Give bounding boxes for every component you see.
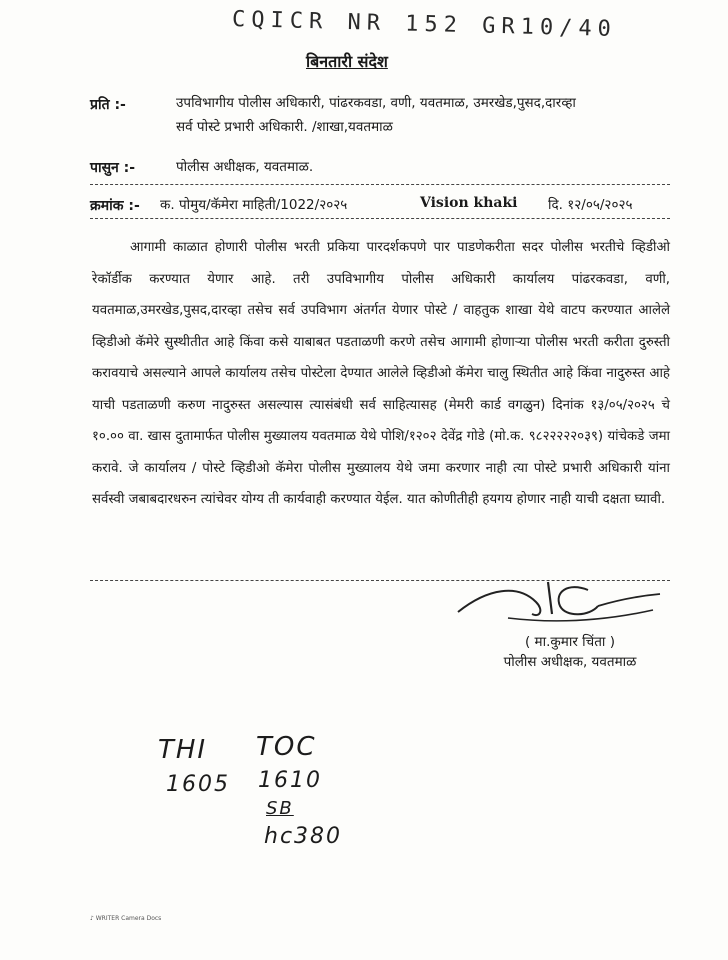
ref-note: Vision khaki (420, 195, 518, 211)
document-date: दि. १२/०५/२०२५ (548, 197, 633, 213)
handwritten-reference: CQICR NR 152 GR10/40 (231, 6, 618, 43)
signatory-title: पोलीस अधीक्षक, यवतमाळ (503, 654, 637, 670)
signatory-name: ( मा.कुमार चिंता ) (525, 634, 615, 650)
handwritten-toc-label: TOC (256, 732, 317, 762)
from-value: पोलीस अधीक्षक, यवतमाळ. (176, 159, 314, 175)
to-label: प्रति :- (90, 97, 126, 113)
handwritten-toc-time: 1610 (258, 768, 322, 793)
handwritten-hc: hc380 (264, 824, 343, 849)
divider-ref (90, 218, 670, 219)
to-recipients-line1: उपविभागीय पोलीस अधिकारी, पांढरकवडा, वणी, यवतमाळ, उमरखेड,पुसद,दारव्हा (176, 95, 576, 111)
signature-mark (448, 570, 668, 630)
camera-watermark: ♪ WRITER Camera Docs (90, 915, 162, 922)
ref-number: क. पोमुय/कॅमेरा माहिती/1022/२०२५ (160, 197, 348, 213)
document-title: बिनतारी संदेश (306, 52, 388, 71)
to-recipients-line2: सर्व पोस्टे प्रभारी अधिकारी. /शाखा,यवतमाळ (176, 119, 393, 135)
message-body: आगामी काळात होणारी पोलीस भरती प्रकिया पारदर्शकपणे पार पाडणेकरीता सदर पोलीस भरतीचे व्हिडीओ रेकॉर्डीक करण्यात येणार आहे. तरी उपविभागीय पोलीस अधिकारी कार्यालय पांढरकवडा, वणी, यवतमाळ,उमरखेड,पुसद,दारव्हा तसेच सर्व उपविभाग अंतर्गत येणार पोस्टे / वाहतुक शाखा येथे वाटप करण्यात आलेले व्हिडीओ कॅमेरे सुस्थीतीत आहे किंवा कसे याबाबत पडताळणी करणे तसेच आगामी होणाऱ्या पोलीस भरती करीता दुरुस्ती करावयाचे असल्याने आपले कार्यालय तसेच पोस्टेला देण्यात आलेले व्हिडीओ कॅमेरा चालु स्थितीत आहे किंवा नादुरुस्त आहे याची पडताळणी करुण नादुरुस्त असल्यास त्यासंबंधी सर्व साहित्यासह (मेमरी कार्ड वगळुन) दिनांक १३/०५/२०२५ चे १०.०० वा. खास दुतामार्फत पोलीस मुख्यालय यवतमाळ येथे पोशि/१२०२ देवेंद्र गोडे (मो.क. ९८२२२२२०३९) यांचेकडे जमा करावे. जे कार्यालय / पोस्टे व्हिडीओ कॅमेरा पोलीस मुख्यालय येथे जमा करणार नाही त्या पोस्टे प्रभारी अधिकारी यांना सर्वस्वी जबाबदारधरुन त्यांचेवर योग्य ती कार्यवाही करण्यात येईल. यात कोणीतीही हयगय होणार नाही याची दक्षता घ्यावी. (92, 240, 670, 507)
divider-top (90, 184, 670, 185)
ref-label: क्रमांक :- (90, 198, 140, 214)
handwritten-sb: SB (266, 798, 294, 819)
handwritten-thi-label: THI (158, 735, 208, 765)
from-label: पासुन :- (90, 160, 136, 176)
handwritten-thi-time: 1605 (166, 772, 230, 797)
